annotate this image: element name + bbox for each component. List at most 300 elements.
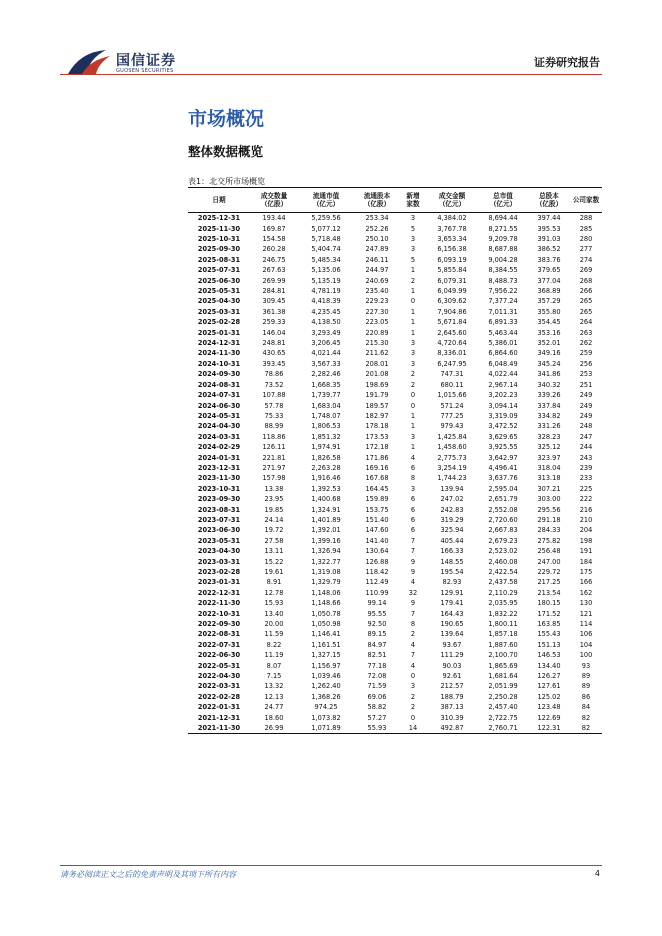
table-cell: 747.31 [440, 370, 464, 379]
table-cell: 1,800.11 [488, 620, 518, 629]
table-cell: 247.89 [365, 245, 389, 254]
table-cell: 95.55 [367, 609, 387, 618]
table-cell: 1,668.35 [311, 380, 341, 389]
table-cell: 122.31 [528, 723, 570, 734]
header-divider [60, 74, 602, 75]
table-cell: 24.77 [264, 703, 284, 712]
table-cell: 89 [581, 682, 591, 691]
table-cell: 0 [410, 672, 416, 681]
table-cell: 1 [410, 318, 416, 327]
table-cell: 352.01 [537, 339, 561, 348]
table-cell: 121 [579, 609, 593, 618]
table-cell-date: 2023-04-30 [197, 547, 241, 556]
table-cell: 126.27 [537, 672, 561, 681]
table-cell: 82.93 [442, 578, 462, 587]
table-cell: 1,748.07 [311, 411, 341, 420]
table-cell: 318.04 [537, 463, 561, 472]
table-cell: 13.40 [264, 609, 284, 618]
table-cell: 147.60 [365, 526, 389, 535]
table-row [188, 317, 602, 327]
table-cell: 82 [581, 713, 591, 722]
table-cell: 680.11 [440, 380, 464, 389]
table-cell: 269.99 [262, 276, 286, 285]
table-cell: 6,049.99 [437, 287, 467, 296]
table-cell-date: 2023-03-31 [197, 557, 241, 566]
table-cell: 127.61 [537, 682, 561, 691]
table-cell: 339.26 [537, 391, 561, 400]
table-cell: 1,400.68 [311, 495, 341, 504]
table-cell: 93.67 [442, 640, 462, 649]
table-cell: 2 [410, 370, 416, 379]
table-cell-date: 2023-11-30 [197, 474, 241, 483]
table-cell: 19.61 [264, 568, 284, 577]
table-cell: 24.14 [264, 515, 284, 524]
market-overview-table-wrapper [188, 187, 602, 734]
table-cell: 5,855.84 [437, 266, 467, 275]
table-cell: 5,259.56 [311, 214, 341, 223]
table-cell: 130.64 [365, 547, 389, 556]
table-cell: 265 [579, 297, 593, 306]
table-cell: 1,039.46 [311, 672, 341, 681]
table-cell-date: 2022-04-30 [197, 672, 241, 681]
table-cell-date: 2025-06-30 [197, 276, 241, 285]
table-cell: 8,271.55 [488, 224, 518, 233]
table-cell-date: 2021-12-31 [197, 713, 241, 722]
table-cell: 5,135.06 [311, 266, 341, 275]
table-cell: 7 [410, 536, 416, 545]
table-cell: 2,720.60 [488, 515, 518, 524]
table-cell: 221.81 [262, 453, 286, 462]
footer-divider [60, 865, 602, 866]
table-cell: 169.16 [365, 463, 389, 472]
table-cell: 5,404.74 [311, 245, 341, 254]
table-cell: 82.51 [367, 651, 387, 660]
table-cell: 3 [410, 245, 416, 254]
table-cell: 264 [579, 318, 593, 327]
table-cell: 107.88 [262, 391, 286, 400]
table-cell: 78.86 [264, 370, 284, 379]
table-cell: 6,156.38 [437, 245, 467, 254]
logo-text-cn: 国信证券 [116, 53, 176, 69]
table-row [188, 234, 602, 244]
table-row [188, 338, 602, 348]
table-cell: 7,377.24 [488, 297, 518, 306]
table-header-row [188, 188, 602, 213]
table-cell: 1,806.53 [311, 422, 341, 431]
table-cell: 1,392.01 [311, 526, 341, 535]
table-cell: 3 [410, 432, 416, 441]
table-row [188, 504, 602, 514]
table-cell-date: 2024-06-30 [197, 401, 241, 410]
table-cell: 4,384.02 [437, 214, 467, 223]
table-cell: 275.82 [537, 536, 561, 545]
table-cell-date: 2024-07-31 [197, 391, 241, 400]
table-cell: 3,767.78 [437, 224, 467, 233]
section-title: 市场概况 [188, 108, 265, 130]
table-cell: 1,681.64 [488, 672, 518, 681]
table-cell: 2 [410, 703, 416, 712]
table-cell-date: 2024-02-29 [197, 443, 241, 452]
table-cell: 249 [579, 401, 593, 410]
table-cell: 244 [579, 443, 593, 452]
table-cell: 159.89 [365, 495, 389, 504]
table-cell: 5,463.44 [488, 328, 518, 337]
table-cell: 84 [581, 703, 591, 712]
table-cell: 2,967.14 [488, 380, 518, 389]
table-cell: 2 [410, 380, 416, 389]
table-cell: 164.43 [440, 609, 464, 618]
table-cell: 6 [410, 495, 416, 504]
table-cell: 355.80 [537, 307, 561, 316]
table-row [188, 265, 602, 275]
table-cell: 211.62 [365, 349, 389, 358]
table-cell: 2 [410, 692, 416, 701]
table-cell: 233 [579, 474, 593, 483]
table-cell: 5,718.48 [311, 235, 341, 244]
table-cell: 8,694.44 [488, 214, 518, 223]
page-number: 4 [594, 869, 600, 878]
table-cell: 12.78 [264, 588, 284, 597]
table-cell: 19.85 [264, 505, 284, 514]
table-cell-date: 2025-04-30 [197, 297, 241, 306]
table-cell: 386.52 [537, 245, 561, 254]
table-cell: 130 [579, 599, 593, 608]
table-header-cell: 总市值 （亿元） [478, 188, 528, 213]
table-cell: 27.58 [264, 536, 284, 545]
table-cell: 9 [410, 557, 416, 566]
table-row [188, 692, 602, 702]
table-cell-date: 2023-07-31 [197, 515, 241, 524]
table-cell: 213.54 [537, 588, 561, 597]
table-cell: 2,422.54 [488, 568, 518, 577]
table-cell: 397.44 [537, 214, 561, 223]
table-header-cell: 公司家数 [570, 188, 602, 213]
table-cell: 198.69 [365, 380, 389, 389]
table-cell: 13.11 [264, 547, 284, 556]
table-cell: 2,263.28 [311, 463, 341, 472]
table-cell: 118.42 [365, 568, 389, 577]
table-cell: 2,775.73 [437, 453, 467, 462]
table-cell: 182.97 [365, 411, 389, 420]
table-row [188, 307, 602, 317]
table-cell-date: 2025-01-31 [197, 328, 241, 337]
table-cell: 122.69 [537, 713, 561, 722]
table-cell: 3 [410, 359, 416, 368]
table-row [188, 359, 602, 369]
table-cell: 247 [579, 432, 593, 441]
table-row [188, 525, 602, 535]
table-cell: 246.75 [262, 255, 286, 264]
table-cell: 1 [410, 307, 416, 316]
table-cell: 1,865.69 [488, 661, 518, 670]
table-cell-date: 2022-10-31 [197, 609, 241, 618]
table-cell: 2,035.95 [488, 599, 518, 608]
table-cell: 240.69 [365, 276, 389, 285]
table-cell: 1,974.91 [311, 443, 341, 452]
table-cell: 2,250.28 [488, 692, 518, 701]
table-cell: 5,135.19 [311, 276, 341, 285]
table-cell: 57.78 [264, 401, 284, 410]
table-cell: 3,206.45 [311, 339, 341, 348]
table-cell: 126.11 [262, 443, 286, 452]
table-cell: 6,891.33 [488, 318, 518, 327]
report-type-label: 证券研究报告 [534, 56, 600, 69]
table-cell: 250.10 [365, 235, 389, 244]
table-cell: 2,457.40 [488, 703, 518, 712]
table-row [188, 411, 602, 421]
table-cell: 129.91 [440, 588, 464, 597]
table-header-cell: 成交数量 （亿股） [250, 188, 298, 213]
table-row [188, 421, 602, 431]
table-cell: 1,425.84 [437, 432, 467, 441]
table-cell: 393.45 [262, 359, 286, 368]
table-cell: 195.54 [440, 568, 464, 577]
table-cell: 75.33 [264, 411, 284, 420]
table-cell: 72.08 [367, 672, 387, 681]
table-cell: 2,460.08 [488, 557, 518, 566]
table-cell: 4 [410, 578, 416, 587]
table-cell: 8.91 [266, 578, 282, 587]
table-cell: 2,667.83 [488, 526, 518, 535]
table-cell-date: 2024-09-30 [197, 370, 241, 379]
table-cell: 253.34 [365, 214, 389, 223]
table-cell: 3 [410, 214, 416, 223]
table-cell: 4,022.44 [488, 370, 518, 379]
table-cell: 173.53 [365, 432, 389, 441]
table-cell: 151.13 [537, 640, 561, 649]
table-row [188, 380, 602, 390]
table-cell-date: 2022-12-31 [197, 588, 241, 597]
table-cell: 215.30 [365, 339, 389, 348]
table-cell: 354.45 [537, 318, 561, 327]
table-cell: 157.98 [262, 474, 286, 483]
table-row [188, 369, 602, 379]
table-cell: 212.57 [440, 682, 464, 691]
table-cell: 1,401.89 [311, 515, 341, 524]
table-cell: 5,671.84 [437, 318, 467, 327]
table-cell: 307.21 [537, 484, 561, 493]
table-cell: 2 [410, 630, 416, 639]
table-cell: 8,488.73 [488, 276, 518, 285]
table-cell-date: 2022-11-30 [197, 599, 241, 608]
table-cell-date: 2022-01-31 [197, 703, 241, 712]
table-header-cell: 流通市值 （亿元） [298, 188, 354, 213]
table-cell: 4,496.41 [488, 463, 518, 472]
table-row [188, 286, 602, 296]
table-cell-date: 2023-09-30 [197, 495, 241, 504]
table-cell: 8,384.55 [488, 266, 518, 275]
table-cell: 3,254.19 [437, 463, 467, 472]
table-cell: 1,015.66 [437, 391, 467, 400]
table-cell: 313.18 [537, 474, 561, 483]
table-cell: 345.24 [537, 359, 561, 368]
table-row [188, 255, 602, 265]
table-cell: 18.60 [264, 713, 284, 722]
table-cell: 114 [579, 620, 593, 629]
table-cell: 379.65 [537, 266, 561, 275]
table-cell: 2,051.99 [488, 682, 518, 691]
table-cell: 383.76 [537, 255, 561, 264]
table-cell: 188.79 [440, 692, 464, 701]
table-cell: 13.32 [264, 682, 284, 691]
table-row [188, 223, 602, 233]
table-cell: 265 [579, 307, 593, 316]
table-cell-date: 2025-03-31 [197, 307, 241, 316]
table-cell: 6,093.19 [437, 255, 467, 264]
table-row [188, 567, 602, 577]
table-cell: 4,021.44 [311, 349, 341, 358]
table-cell-date: 2024-12-31 [197, 339, 241, 348]
table-cell: 430.65 [262, 349, 286, 358]
table-cell: 126.88 [365, 557, 389, 566]
table-cell: 1 [410, 422, 416, 431]
table-cell: 2,679.23 [488, 536, 518, 545]
table-cell: 2,552.08 [488, 505, 518, 514]
table-cell: 118.86 [262, 432, 286, 441]
table-cell: 225 [579, 484, 593, 493]
table-cell: 274 [579, 255, 593, 264]
table-cell: 0 [410, 297, 416, 306]
table-cell: 90.03 [442, 661, 462, 670]
table-cell: 4 [410, 661, 416, 670]
table-cell: 249 [579, 411, 593, 420]
table-row [188, 588, 602, 598]
table-cell-date: 2022-06-30 [197, 651, 241, 660]
logo-text-en: GUOSEN SECURITIES [116, 68, 174, 74]
table-cell: 191 [579, 547, 593, 556]
table-cell-date: 2023-05-31 [197, 536, 241, 545]
table-cell: 1,458.60 [437, 443, 467, 452]
table-cell: 11.59 [264, 630, 284, 639]
table-cell: 256.48 [537, 547, 561, 556]
table-cell: 0 [410, 401, 416, 410]
table-cell: 3 [410, 235, 416, 244]
table-cell: 1,392.53 [311, 484, 341, 493]
table-cell: 3 [410, 682, 416, 691]
table-cell: 189.57 [365, 401, 389, 410]
table-cell-date: 2025-12-31 [197, 214, 241, 223]
table-cell: 5,386.01 [488, 339, 518, 348]
table-cell: 249 [579, 391, 593, 400]
table-cell: 391.03 [537, 235, 561, 244]
table-cell: 151.40 [365, 515, 389, 524]
table-cell: 162 [579, 588, 593, 597]
table-cell: 6,247.95 [437, 359, 467, 368]
table-cell: 55.93 [354, 723, 400, 734]
table-cell: 7 [410, 547, 416, 556]
table-cell: 154.58 [262, 235, 286, 244]
table-cell: 7,904.86 [437, 307, 467, 316]
table-cell: 7,956.22 [488, 287, 518, 296]
table-cell: 4 [410, 453, 416, 462]
table-cell: 3 [410, 339, 416, 348]
table-cell: 277 [579, 245, 593, 254]
table-cell: 368.89 [537, 287, 561, 296]
table-cell: 262 [579, 339, 593, 348]
table-cell: 353.16 [537, 328, 561, 337]
table-cell: 77.18 [367, 661, 387, 670]
table-cell: 179.41 [440, 599, 464, 608]
table-cell: 171.86 [365, 453, 389, 462]
table-cell: 235.40 [365, 287, 389, 296]
table-cell: 58.82 [367, 703, 387, 712]
table-cell: 248.81 [262, 339, 286, 348]
table-cell-date: 2025-02-28 [197, 318, 241, 327]
table-cell: 146.04 [262, 328, 286, 337]
table-cell: 303.00 [537, 495, 561, 504]
table-cell: 204 [579, 526, 593, 535]
table-cell: 259 [579, 349, 593, 358]
table-cell: 259.33 [262, 318, 286, 327]
table-cell: 112.49 [365, 578, 389, 587]
footer-disclaimer: 请务必阅读正文之后的免责声明及其项下所有内容 [60, 870, 236, 879]
table-cell: 2,595.04 [488, 484, 518, 493]
table-cell: 1,156.97 [311, 661, 341, 670]
table-cell: 184 [579, 557, 593, 566]
table-cell: 92.50 [367, 620, 387, 629]
table-cell-date: 2025-11-30 [197, 224, 241, 233]
table-cell: 166.33 [440, 547, 464, 556]
table-row [188, 390, 602, 400]
table-cell-date: 2022-08-31 [197, 630, 241, 639]
table-cell-date: 2023-01-31 [197, 578, 241, 587]
table-cell: 357.29 [537, 297, 561, 306]
table-cell: 100 [579, 651, 593, 660]
table-cell: 227.30 [365, 307, 389, 316]
table-cell: 571.24 [440, 401, 464, 410]
table-row [188, 713, 602, 723]
table-cell: 166 [579, 578, 593, 587]
table-cell-date: 2022-09-30 [197, 620, 241, 629]
table-cell: 15.93 [264, 599, 284, 608]
table-cell: 93 [581, 661, 591, 670]
table-cell: 86 [581, 692, 591, 701]
table-cell: 193.44 [262, 214, 286, 223]
table-cell: 268 [579, 276, 593, 285]
table-cell: 247.00 [537, 557, 561, 566]
table-row [188, 577, 602, 587]
table-cell: 777.25 [440, 411, 464, 420]
table-cell: 247.02 [440, 495, 464, 504]
table-cell: 325.94 [440, 526, 464, 535]
table-cell: 20.00 [264, 620, 284, 629]
table-cell: 323.97 [537, 453, 561, 462]
table-row [188, 463, 602, 473]
table-cell: 229.23 [365, 297, 389, 306]
table-cell: 15.22 [264, 557, 284, 566]
table-cell: 3,925.55 [488, 443, 518, 452]
table-row [188, 598, 602, 608]
table-cell: 3,319.09 [488, 411, 518, 420]
table-cell: 4 [410, 640, 416, 649]
table-cell: 3,653.34 [437, 235, 467, 244]
table-header-cell: 总股本 （亿股） [528, 188, 570, 213]
table-cell: 134.40 [537, 661, 561, 670]
table-cell: 6 [410, 463, 416, 472]
table-cell: 104 [579, 640, 593, 649]
table-cell: 6 [410, 515, 416, 524]
table-cell: 405.44 [440, 536, 464, 545]
table-cell: 310.39 [440, 713, 464, 722]
table-cell: 1,826.58 [311, 453, 341, 462]
table-cell: 26.99 [250, 723, 298, 734]
table-cell: 1,148.66 [311, 599, 341, 608]
table-cell: 242.83 [440, 505, 464, 514]
table-cell: 252.26 [365, 224, 389, 233]
table-header-cell: 成交金额 （亿元） [426, 188, 478, 213]
table-cell: 334.82 [537, 411, 561, 420]
table-cell: 1 [410, 443, 416, 452]
